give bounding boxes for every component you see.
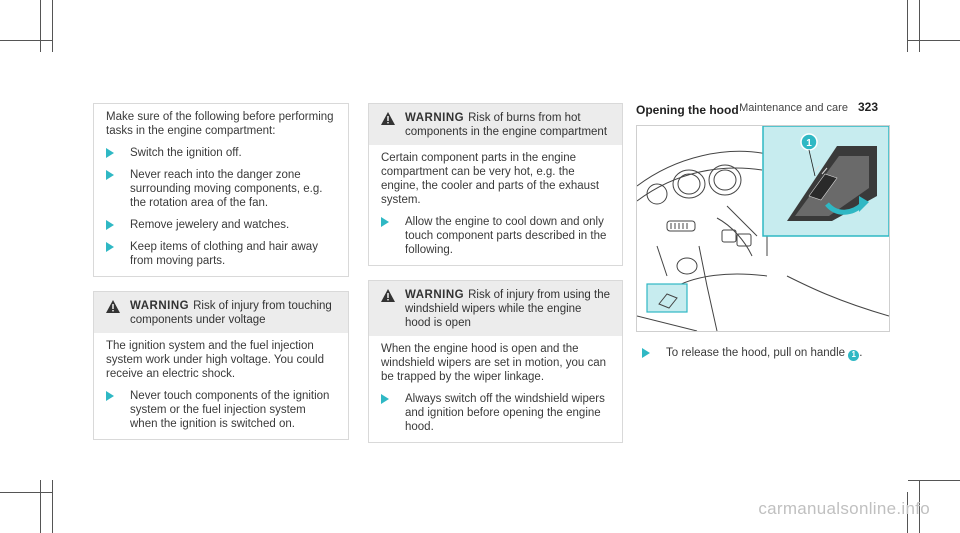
section-heading: Opening the hood bbox=[636, 103, 739, 117]
figure-badge: 1 bbox=[806, 138, 812, 149]
hood-release-figure bbox=[636, 125, 890, 332]
warning-box-burns bbox=[368, 103, 623, 266]
warning-box-wipers bbox=[368, 280, 623, 443]
column-right bbox=[636, 103, 892, 361]
list-item-text: Never touch components of the ignition system or the fuel injection system when the ignition is switched on. bbox=[130, 390, 330, 430]
warning-label: WARNING bbox=[405, 112, 465, 124]
warning-box-voltage bbox=[93, 291, 349, 440]
warning-triangle-icon bbox=[381, 111, 397, 139]
list-item bbox=[106, 168, 336, 210]
warning-heading: Risk of burns from hot components in the engine compartment bbox=[405, 112, 608, 138]
crop-mark bbox=[0, 492, 52, 493]
list-item bbox=[381, 392, 610, 434]
warning-label: WARNING bbox=[405, 289, 465, 301]
list-item bbox=[106, 389, 336, 431]
arrow-icon bbox=[381, 215, 391, 257]
warning-triangle-icon bbox=[106, 299, 122, 327]
list-item bbox=[106, 218, 336, 232]
page-number: 323 bbox=[857, 100, 878, 114]
crop-mark bbox=[52, 0, 53, 52]
warning-heading: Risk of injury from using the windshield wipers while the engine hood is open bbox=[405, 289, 610, 329]
warning-body: Certain component parts in the engine compartment can be very hot, e.g. the engine, the cooler and parts of the exhaust system. bbox=[381, 152, 600, 206]
warning-label: WARNING bbox=[130, 300, 190, 312]
warning-body: The ignition system and the fuel injection system work under high voltage. You could receive an electric shock. bbox=[106, 340, 324, 380]
prerequisites-box bbox=[93, 103, 349, 277]
list-item-text: Switch the ignition off. bbox=[130, 147, 242, 159]
warning-header bbox=[94, 292, 348, 333]
list-item-text: Remove jewelery and watches. bbox=[130, 219, 290, 231]
crop-mark bbox=[40, 480, 41, 533]
column-middle bbox=[368, 103, 623, 443]
list-item-text: Never reach into the danger zone surrounding moving components, e.g. the rotation area of the fan. bbox=[130, 169, 323, 209]
arrow-icon bbox=[106, 168, 116, 210]
crop-mark bbox=[908, 40, 960, 41]
warning-header bbox=[369, 281, 622, 336]
list-item bbox=[106, 146, 336, 160]
crop-mark bbox=[908, 480, 960, 481]
warning-body: When the engine hood is open and the windshield wipers are set in motion, you can be trapped by the wiper linkage. bbox=[381, 343, 607, 383]
crop-mark bbox=[52, 480, 53, 533]
handle-badge: 1 bbox=[848, 350, 859, 361]
list-item-text: Keep items of clothing and hair away from moving parts. bbox=[130, 241, 318, 267]
arrow-icon bbox=[106, 218, 116, 232]
instruction-text: To release the hood, pull on handle 1 . bbox=[666, 347, 863, 359]
list-item-text: Always switch off the windshield wipers and ignition before opening the engine hood. bbox=[405, 393, 605, 433]
crop-mark bbox=[0, 40, 52, 41]
crop-mark bbox=[919, 0, 920, 52]
intro-text: Make sure of the following before performing tasks in the engine compartment: bbox=[106, 111, 334, 137]
arrow-icon bbox=[106, 146, 116, 160]
list-item-text: Allow the engine to cool down and only touch component parts described in the following. bbox=[405, 216, 607, 256]
arrow-icon bbox=[106, 240, 116, 268]
crop-mark bbox=[40, 0, 41, 52]
list-item bbox=[106, 240, 336, 268]
watermark: carmanualsonline.info bbox=[758, 499, 930, 518]
warning-heading: Risk of injury from touching components under voltage bbox=[130, 300, 332, 326]
dashboard-illustration bbox=[637, 126, 889, 331]
crop-mark bbox=[907, 0, 908, 52]
column-left bbox=[93, 103, 349, 440]
instruction-item bbox=[636, 346, 892, 361]
section-title: Maintenance and care bbox=[739, 102, 848, 114]
arrow-icon bbox=[636, 346, 652, 361]
warning-triangle-icon bbox=[381, 288, 397, 330]
arrow-icon bbox=[381, 392, 391, 434]
arrow-icon bbox=[106, 389, 116, 431]
list-item bbox=[381, 215, 610, 257]
warning-header bbox=[369, 104, 622, 145]
